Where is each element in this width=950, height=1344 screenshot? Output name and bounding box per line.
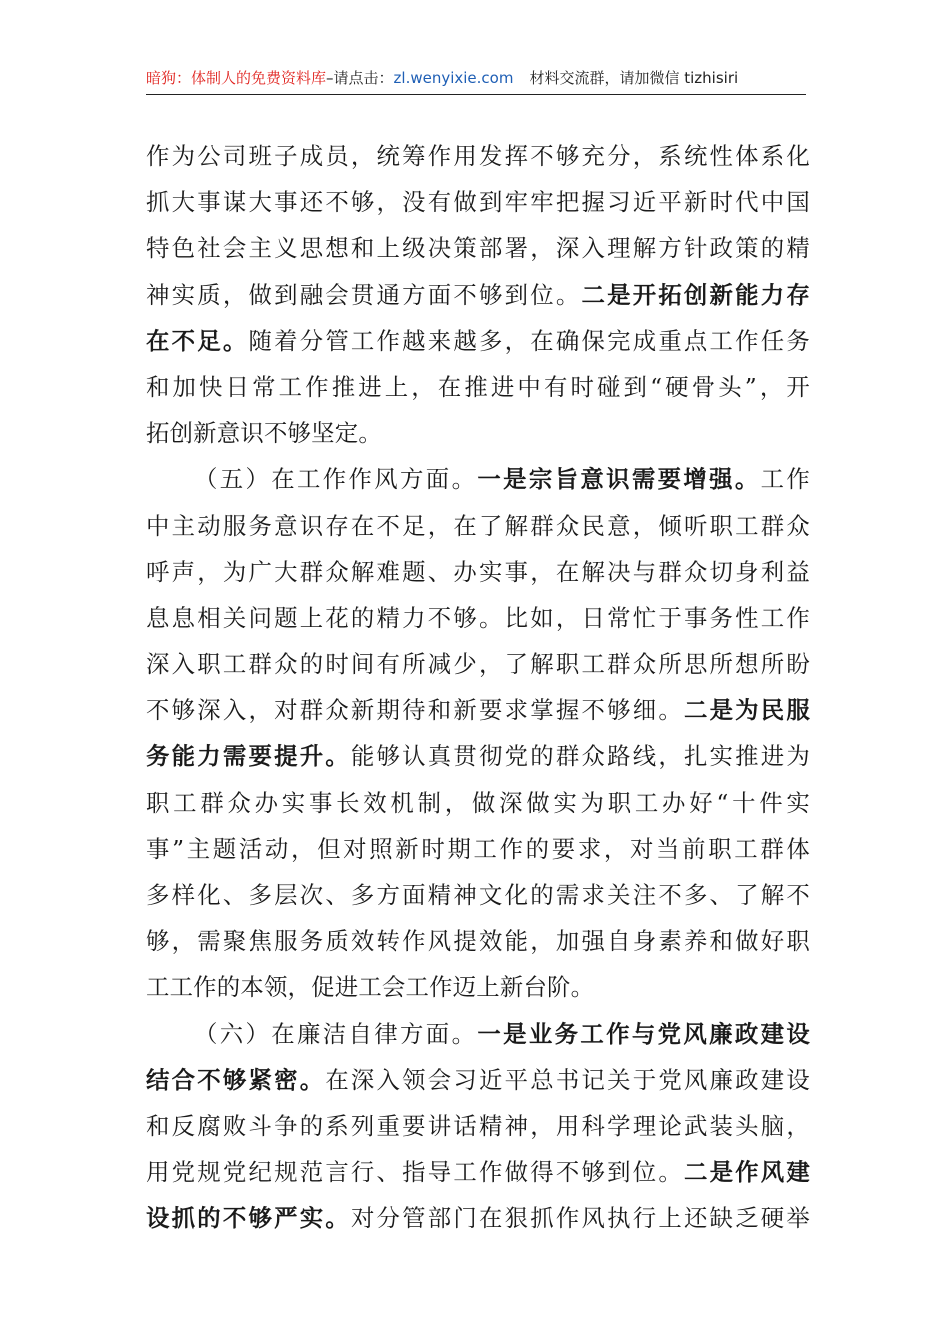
text-line: 中主动服务意识存在不足，在了解群众民意，倾听职工群众: [146, 511, 810, 540]
page-header: [146, 62, 806, 95]
text-line: 呼声，为广大群众解难题、办实事，在解决与群众切身利益: [146, 557, 810, 586]
click-prompt: –请点击：: [326, 69, 394, 87]
text-line: 不够深入，对群众新期待和新要求掌握不够细。二是为民服: [146, 696, 811, 725]
text-line: 务能力需要提升。能够认真贯彻党的群众路线，扎实推进为: [146, 742, 810, 771]
site-name: 暗狗：体制人的免费资料库: [146, 69, 327, 87]
text-line: 和加快日常工作推进上，在推进中有时碰到“硬骨头”，开: [146, 372, 810, 401]
site-url-link[interactable]: zl.wenyixie.com: [393, 69, 514, 87]
text-line: 多样化、多层次、多方面精神文化的需求关注不多、了解不: [146, 881, 810, 909]
paragraph-end-line: 工工作的本领，促进工会工作迈上新台阶。: [146, 973, 595, 1002]
text-line: 抓大事谋大事还不够，没有做到牢牢把握习近平新时代中国: [146, 188, 810, 217]
text-line: 息息相关问题上花的精力不够。比如，日常忙于事务性工作: [146, 603, 810, 632]
section-heading-line: （五）在工作作风方面。一是宗旨意识需要增强。工作: [194, 465, 811, 494]
paragraph-end-line: 拓创新意识不够坚定。: [146, 419, 382, 448]
section-heading-line: （六）在廉洁自律方面。一是业务工作与党风廉政建设: [194, 1019, 810, 1048]
wechat-note: 材料交流群，请加微信 tizhisiri: [529, 69, 739, 87]
text-line: 神实质，做到融会贯通方面不够到位。二是开拓创新能力存: [146, 280, 810, 309]
text-line: 职工群众办实事长效机制，做深做实为职工办好“十件实: [146, 788, 810, 817]
text-line: 和反腐败斗争的系列重要讲话精神，用科学理论武装头脑，: [146, 1111, 810, 1140]
text-line: 特色社会主义思想和上级决策部署，深入理解方针政策的精: [146, 234, 810, 263]
text-line: 够，需聚焦服务质效转作风提效能，加强自身素养和做好职: [146, 927, 810, 956]
document-body: [146, 133, 810, 1242]
text-line: 事”主题活动，但对照新时期工作的要求，对当前职工群体: [146, 834, 810, 863]
text-line: 设抓的不够严实。对分管部门在狠抓作风执行上还缺乏硬举: [146, 1204, 810, 1233]
text-line: 在不足。随着分管工作越来越多，在确保完成重点工作任务: [146, 326, 810, 355]
text-line: 用党规党纪规范言行、指导工作做得不够到位。二是作风建: [146, 1158, 811, 1187]
text-line: 深入职工群众的时间有所减少，了解职工群众所思所想所盼: [146, 650, 810, 679]
text-line: 结合不够紧密。在深入领会习近平总书记关于党风廉政建设: [146, 1065, 810, 1094]
text-line: 作为公司班子成员，统筹作用发挥不够充分，系统性体系化: [146, 142, 810, 170]
